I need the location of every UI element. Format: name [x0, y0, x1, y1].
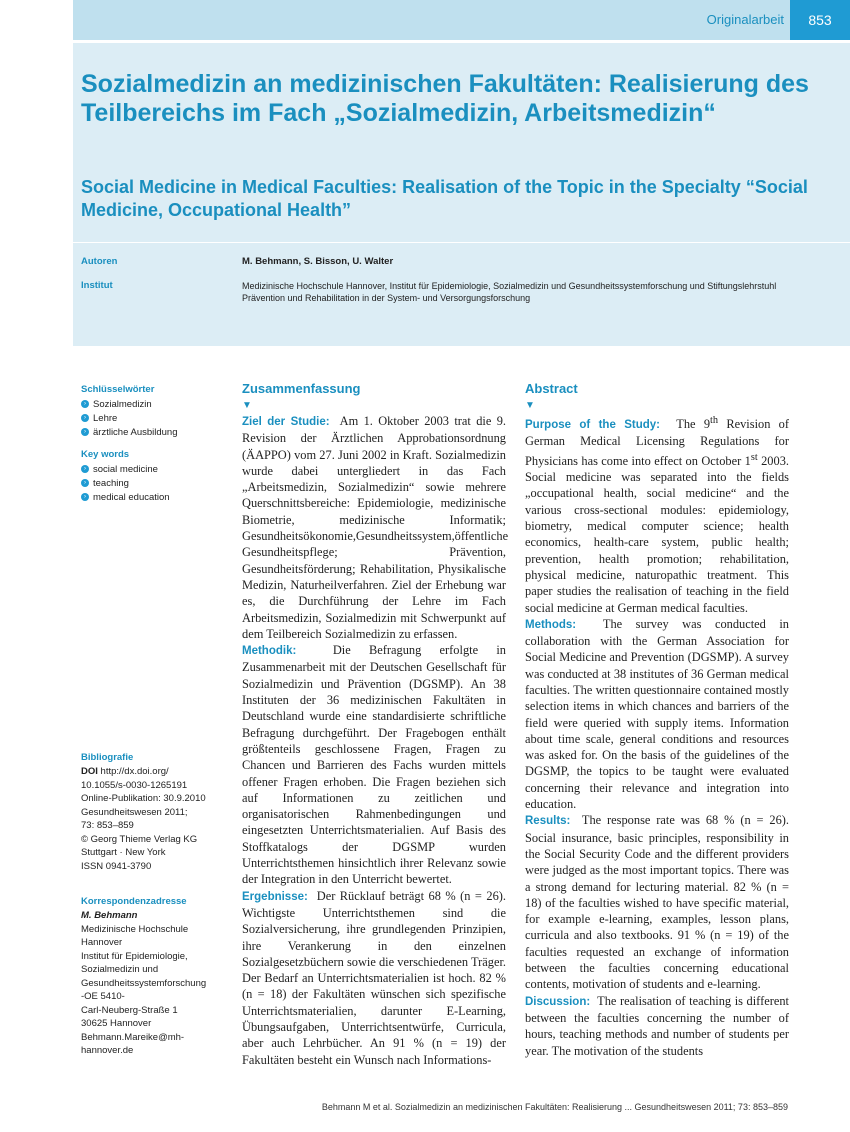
authors: M. Behmann, S. Bisson, U. Walter — [242, 256, 394, 267]
chevron-right-icon: › — [81, 493, 89, 501]
correspondence-line — [81, 950, 221, 964]
methodik-paragraph — [242, 642, 506, 887]
keyword-item — [81, 462, 221, 476]
bibliography-line-text: 10.1055/s-0030-1265191 — [81, 779, 188, 791]
correspondence-line-text: Sozialmedizin und — [81, 964, 159, 975]
ziel-text: Am 1. Oktober 2003 trat die 9. Revision der Ärztlichen Approbationsordnung (ÄAPPO) vom 27. Juni 2002 in Kraft. Sozialmedizin wurde dabei untergliedert in das Fach „Arbeitsmedizin, Sozialmedizin“ sowie mehrere Querschnittsbereiche: Epidemiologie, medizinische Biometrie, medizinische Informatik; Gesundheitsökonomie,Gesundheitssystem,öffentliche Gesundheitspflege; Prävention, Gesundheitsförderung; Rehabilitation, Physikalische Medizin, Naturheilverfahren. Ziel der Erhebung war es, die Durchführung der Lehre im Fach Arbeitsmedizin, Sozialmedizin mit Schwerpunkt auf dem Teilbereich Sozialmedizin zu erfassen. — [242, 414, 509, 641]
bibliography-line-text: 73: 853–859 — [81, 820, 134, 831]
bibliography-line-text: ISSN 0941-3790 — [81, 860, 152, 872]
keyword-item — [81, 490, 221, 504]
bibliography-line-text: © Georg Thieme Verlag KG — [81, 833, 198, 845]
correspondence-line — [81, 1031, 221, 1045]
results-label: Results: — [525, 815, 571, 828]
keyword-item-text: medical education — [93, 491, 170, 503]
bibliography-line — [81, 779, 221, 793]
correspondence-line — [81, 990, 221, 1004]
keyword-item-text: Sozialmedizin — [93, 398, 152, 410]
methods-label: Methods: — [525, 618, 577, 631]
bibliography-line — [81, 792, 221, 806]
purpose-sup-2: st — [750, 451, 758, 463]
keyword-item — [81, 476, 221, 490]
bibliography-section — [81, 752, 221, 873]
purpose-label: Purpose of the Study: — [525, 419, 660, 432]
ergebnisse-label: Ergebnisse: — [242, 890, 308, 903]
bibliography-label: Bibliografie — [81, 752, 134, 763]
correspondence-line-text: -OE 5410- — [81, 991, 125, 1002]
ziel-paragraph — [242, 413, 509, 642]
correspondence-line — [81, 923, 221, 937]
keyword-item-text: social medicine — [93, 463, 158, 475]
purpose-sup-1: th — [710, 415, 719, 426]
ziel-label: Ziel der Studie: — [242, 416, 330, 428]
bibliography-line — [81, 860, 221, 874]
authors-label: Autoren — [81, 256, 118, 267]
methodik-label: Methodik: — [242, 645, 297, 658]
correspondence-line — [81, 936, 221, 950]
institute: Medizinische Hochschule Hannover, Institut für Epidemiologie, Sozialmedizin und Gesundheitssystemforschung und Stiftungslehrstuhl Prävention und Rehabilitation in der System- und Versorgungsforschung — [242, 281, 777, 303]
triangle-down-icon: ▼ — [242, 400, 252, 411]
correspondence-line-text: Medizinische Hochschule — [81, 923, 189, 935]
keyword-item-text: ärztliche Ausbildung — [93, 426, 178, 438]
methods-paragraph — [525, 616, 789, 813]
page-number: 853 — [790, 0, 850, 40]
chevron-right-icon: › — [81, 479, 89, 487]
correspondence-label: Korrespondenzadresse — [81, 896, 187, 907]
correspondence-line — [81, 1004, 221, 1018]
correspondence-line-text: Gesundheitssystemforschung — [81, 977, 207, 989]
bibliography-line — [81, 833, 221, 847]
purpose-text-2: Revision of German Medical Licensing Regulations for Physicians has come into effect on October 1 — [525, 417, 789, 468]
keywords-de-label: Schlüsselwörter — [81, 384, 155, 395]
abstract-heading: Abstract — [525, 381, 578, 396]
methods-text: The survey was conducted in collaboration with the German Association for Social Medicine and Prevention (DGSMP). A survey was conducted at 38 institutes of 36 German medical faculties. The written questionnaire contained mostly selection items in which chances and barriers of the field were queried with supply items. Information about time scale, general conditions and resources was asked for. On the basis of the guidelines of the DGSMP, the topics to be taught were evaluated concerning their relevance and integration into education. — [525, 616, 789, 812]
chevron-right-icon: › — [81, 428, 89, 436]
results-text: The response rate was 68 % (n = 26). Social insurance, basic principles, responsibility in the Social Security Code and the different providers were judged as the most important topics. There was a strong demand for lecturing material. 82 % (n = 18) of the faculties wished to have specific material, for example e-learning, examples, lesson plans, curricula and also textbooks. 91 % (n = 19) of the faculties requested an exchange of information between the faculties concerning educational contents, motivation of students and e-learning. — [525, 813, 789, 992]
methodik-text: Die Befragung erfolgte in Zusammenarbeit mit der Deutschen Gesellschaft für Sozialmedizin und Prävention (DGSMP). An 38 Instituten der 36 medizinischen Fakultäten in Deutschland wurde eine standardisierte schriftliche Befragung durchgeführt. Der Fragebogen enthält größtenteils geschlossene Fragen, Fragen zu Chancen und Barrieren des Fachs wurden mittels offener Fragen erhoben. Die Fragen beziehen sich auf Informationen zu zeitlichen und organisatorischen Rahmenbedingungen und eingesetzten Unterrichtsmaterialien. Auf Basis des Stoffkatalogs der DGSMP wurden Unterrichtsthemen hinsichtlich ihrer Relevanz sowie der Integration in den Unterricht bewertet. — [242, 643, 506, 887]
bibliography-line-text: http://dx.doi.org/ — [100, 766, 169, 777]
correspondence-line — [81, 963, 221, 977]
bibliography-line-text: Online-Publikation: 30.9.2010 — [81, 793, 206, 804]
correspondence-line-text: Institut für Epidemiologie, — [81, 950, 188, 962]
title-english: Social Medicine in Medical Faculties: Realisation of the Topic in the Specialty “Social Medicine, Occupational Health” — [81, 177, 808, 220]
bibliography-line — [81, 846, 221, 860]
doi-label: DOI — [81, 766, 98, 777]
discussion-text: The realisation of teaching is different between the faculties concerning the number of hours, teaching methods and number of students per year. The motivation of the students — [525, 993, 789, 1058]
correspondence-line-text: Hannover — [81, 937, 123, 948]
ergebnisse-paragraph — [242, 888, 506, 1068]
zusammenfassung-column — [242, 381, 509, 1068]
correspondence-name: M. Behmann — [81, 910, 138, 921]
bibliography-line-text: Stuttgart · New York — [81, 847, 166, 858]
section-label: Originalarbeit — [706, 12, 784, 27]
keywords-section — [81, 384, 221, 504]
bibliography-line — [81, 819, 221, 833]
chevron-right-icon: › — [81, 465, 89, 473]
purpose-paragraph — [525, 413, 789, 616]
header-divider — [73, 242, 850, 243]
correspondence-line — [81, 1017, 221, 1031]
correspondence-line-text: hannover.de — [81, 1045, 134, 1056]
top-bar — [73, 0, 850, 40]
triangle-down-icon: ▼ — [525, 400, 535, 411]
bibliography-line-text: Gesundheitswesen 2011; — [81, 806, 188, 818]
zusammenfassung-heading: Zusammenfassung — [242, 381, 361, 396]
correspondence-line-text: 30625 Hannover — [81, 1018, 152, 1029]
correspondence-line — [81, 1044, 221, 1058]
discussion-label: Discussion: — [525, 995, 591, 1008]
discussion-paragraph — [525, 993, 789, 1059]
title-german: Sozialmedizin an medizinischen Fakultäten: Realisierung des Teilbereichs im Fach „Sozialmedizin, Arbeitsmedizin“ — [81, 70, 809, 127]
keyword-item — [81, 397, 221, 411]
keywords-en-label: Key words — [81, 449, 130, 460]
results-paragraph — [525, 812, 789, 992]
correspondence-line-text: Carl-Neuberg-Straße 1 — [81, 1004, 178, 1016]
keyword-item-text: teaching — [93, 477, 129, 489]
abstract-column — [525, 381, 789, 1059]
ergebnisse-text: Der Rücklauf beträgt 68 % (n = 26). Wichtigste Unterrichtsthemen sind die Sozialversicherung, ihre grundlegenden Prinzipien, ihre Verankerung in den einzelnen Sozialgesetzbüchern sowie die verschiedenen Träger. Der Bedarf an Unterrichtsmaterialien ist hoch. 82 % (n = 18) der Fakultäten wünschen sich spezifische Unterrichtsmaterialien, darunter E-Learning, Übungsaufgaben, Unterrichtsentwürfe, Curricula, aber auch Lehrbücher. An 91 % (n = 19) der Fakultäten besteht ein Wunsch nach Informations- — [242, 888, 506, 1067]
bibliography-line — [81, 806, 221, 820]
bibliography-line — [81, 765, 221, 779]
keyword-item — [81, 425, 221, 439]
keyword-item — [81, 411, 221, 425]
correspondence-line — [81, 977, 221, 991]
page-footer: Behmann M et al. Sozialmedizin an medizinischen Fakultäten: Realisierung ... Gesundheitswesen 2011; 73: 853–859 — [321, 1102, 788, 1112]
institute-label: Institut — [81, 280, 113, 291]
correspondence-line-text: Behmann.Mareike@mh- — [81, 1031, 185, 1043]
chevron-right-icon: › — [81, 414, 89, 422]
purpose-text-1: The 9 — [676, 417, 711, 432]
purpose-text-3: 2003. Social medicine was separated into the fields „occupational health, social medicine“ and the various cross-sectional modules: epidemiology, biometry, medical computer science; health economics, health-care system, public health; prevention, health promotion; rehabilitation, physical medicine, naturopathic treatment. This paper studies the realisation of teaching in the field social medicine at German medical faculties. — [525, 453, 789, 615]
keyword-item-text: Lehre — [93, 412, 118, 424]
correspondence-section — [81, 896, 221, 1058]
chevron-right-icon: › — [81, 400, 89, 408]
